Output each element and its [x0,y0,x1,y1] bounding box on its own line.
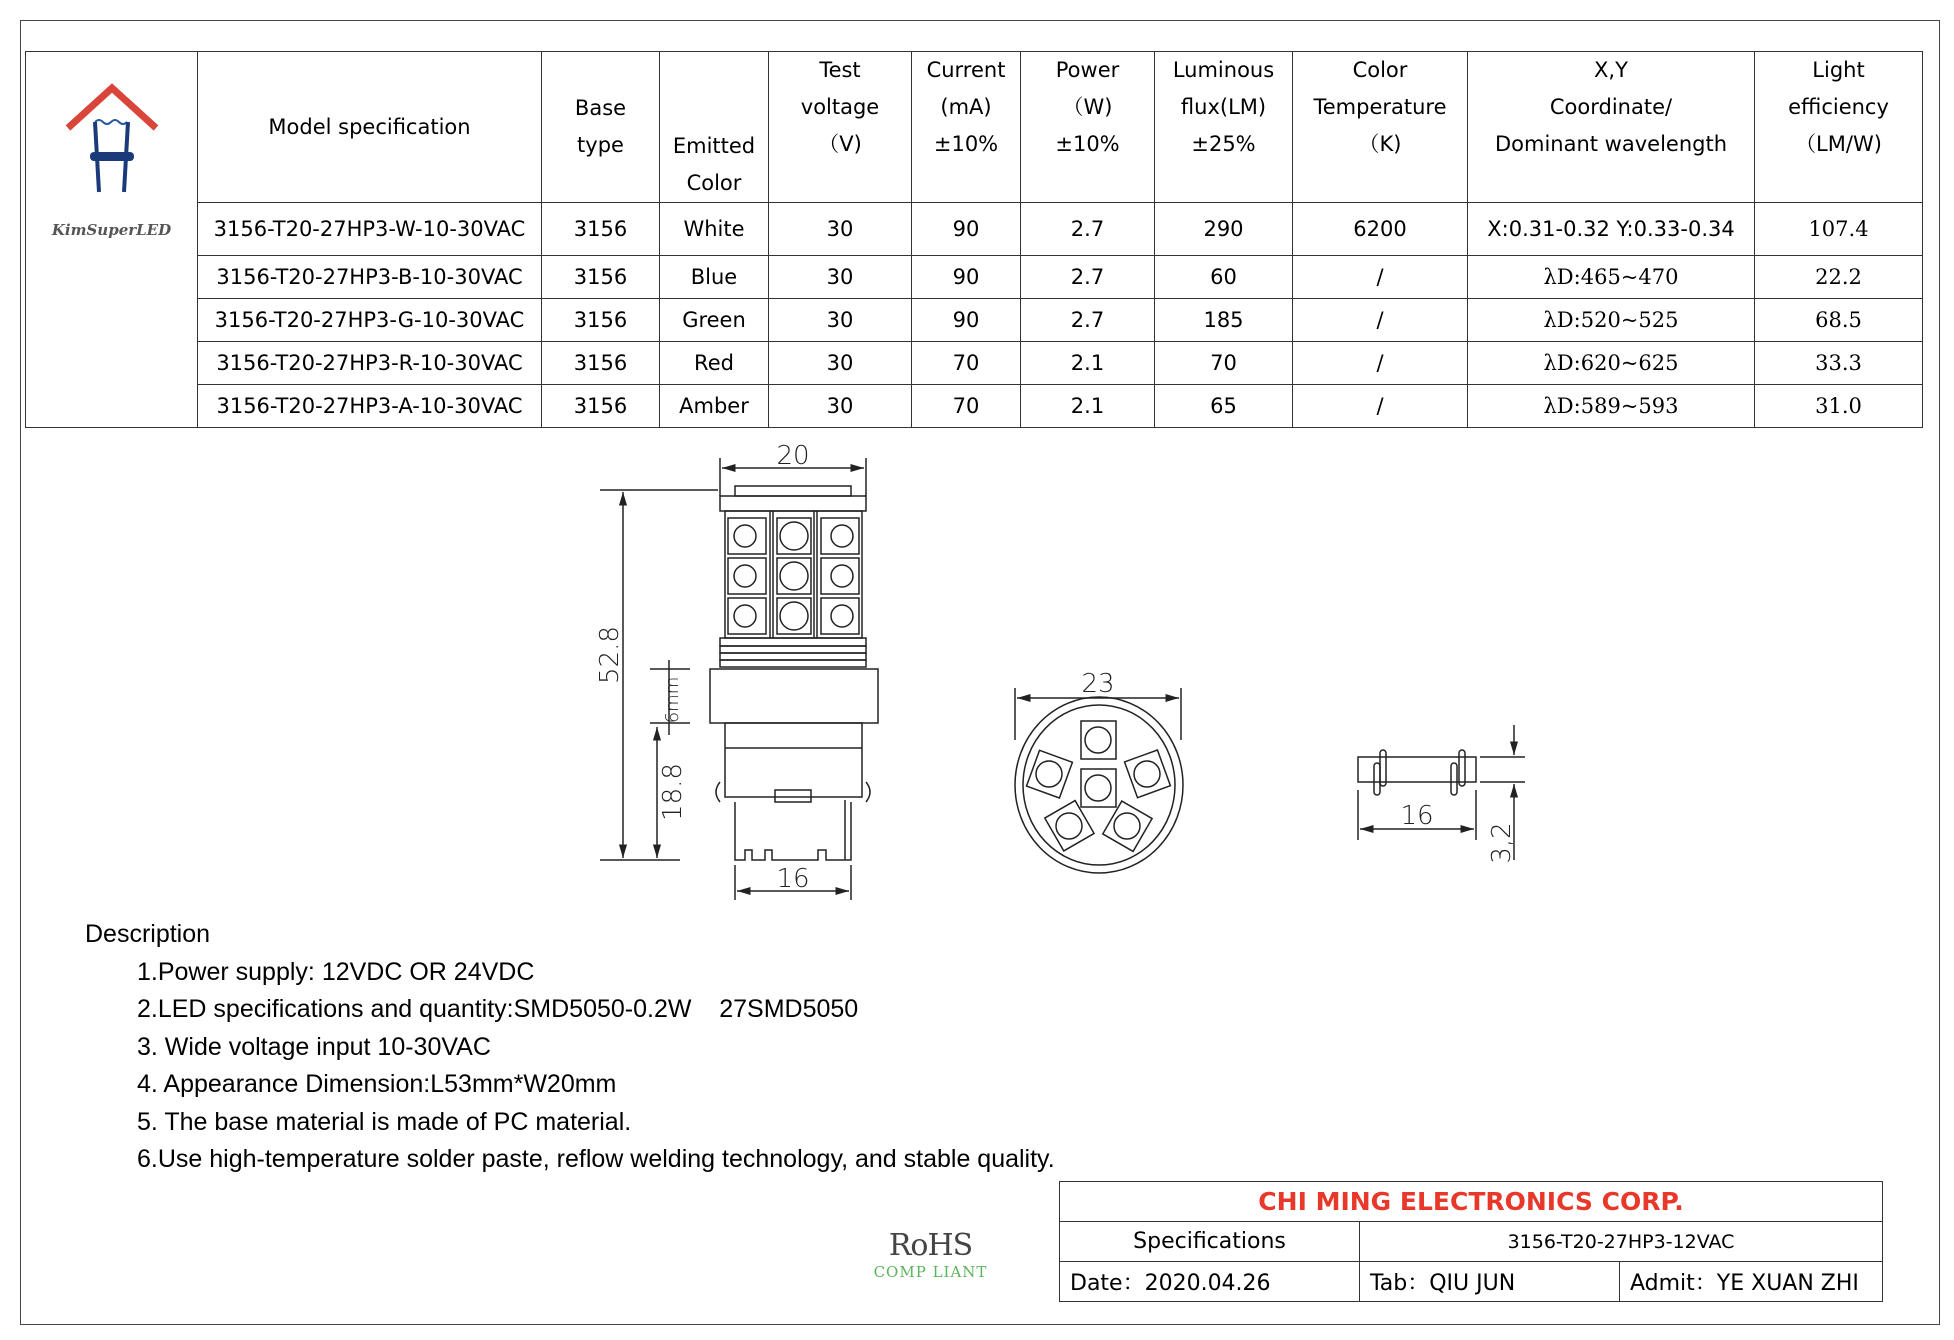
cell-color: White [660,203,769,256]
rohs-mark: RoHS [888,1228,973,1263]
cell-color: Green [660,299,769,342]
collar-dimension-label: 6mm [662,676,683,724]
cell-power: 2.1 [1021,342,1155,385]
header-emitted-color: Emitted Color [660,52,769,203]
cell-wavelength: λD:465~470 [1468,256,1755,299]
side-view-drawing [595,441,878,900]
cell-current: 70 [912,342,1021,385]
description-item: 3. Wide voltage input 10-30VAC [137,1032,491,1061]
cell-power: 2.7 [1021,299,1155,342]
description-section [85,916,1055,1179]
cell-current: 90 [912,203,1021,256]
cell-power: 2.7 [1021,256,1155,299]
cell-voltage: 30 [769,299,912,342]
cell-flux: 290 [1155,203,1293,256]
cell-flux: 60 [1155,256,1293,299]
cell-model: 3156-T20-27HP3-A-10-30VAC [198,385,542,428]
header-color-temperature: Color Temperature （K) [1293,52,1468,203]
cell-power: 2.1 [1021,385,1155,428]
cell-base: 3156 [542,256,660,299]
led-chips-icon [728,518,859,634]
base-width-dimension-label: 16 [776,864,810,894]
admit-field: Admit：YE XUAN ZHI [1620,1262,1883,1302]
cell-model: 3156-T20-27HP3-R-10-30VAC [198,342,542,385]
length-dimension-label: 52.8 [595,626,625,684]
rohs-compliant-logo [868,1228,993,1281]
header-light-efficiency: Light efficiency （LM/W) [1755,52,1923,203]
cell-temperature: / [1293,299,1468,342]
tab-field: Tab：QIU JUN [1360,1262,1620,1302]
description-item: 1.Power supply: 12VDC OR 24VDC [137,957,535,986]
cell-base: 3156 [542,299,660,342]
cell-current: 90 [912,299,1021,342]
cell-flux: 65 [1155,385,1293,428]
cell-base: 3156 [542,342,660,385]
cell-color: Amber [660,385,769,428]
description-item: 2.LED specifications and quantity:SMD5050-0.2W 27SMD5050 [137,995,859,1023]
cell-base: 3156 [542,203,660,256]
front-view-drawing [1015,669,1183,873]
cell-flux: 70 [1155,342,1293,385]
cell-efficiency: 107.4 [1755,203,1923,256]
cell-current: 70 [912,385,1021,428]
header-model: Model specification [198,52,542,203]
cell-model: 3156-T20-27HP3-B-10-30VAC [198,256,542,299]
cell-efficiency: 68.5 [1755,299,1923,342]
cell-efficiency: 33.3 [1755,342,1923,385]
cell-model: 3156-T20-27HP3-W-10-30VAC [198,203,542,256]
terminal-width-dimension-label: 16 [1400,801,1434,831]
cell-efficiency: 31.0 [1755,385,1923,428]
header-xy-coordinate: X,Y Coordinate/ Dominant wavelength [1468,52,1755,203]
cell-flux: 185 [1155,299,1293,342]
led-chips-icon [1027,721,1171,851]
date-field: Date：2020.04.26 [1060,1262,1360,1302]
cell-model: 3156-T20-27HP3-G-10-30VAC [198,299,542,342]
cell-wavelength: λD:520~525 [1468,299,1755,342]
logo-text: KimSuperLED [51,221,172,239]
terminal-view-drawing [1358,725,1525,864]
header-base-type: Base type [542,52,660,203]
cell-efficiency: 22.2 [1755,256,1923,299]
description-item: 4. Appearance Dimension:L53mm*W20mm [137,1070,617,1098]
base-height-dimension-label: 18.8 [658,763,688,821]
cell-wavelength: λD:589~593 [1468,385,1755,428]
cell-voltage: 30 [769,342,912,385]
spec-label: Specifications [1060,1222,1360,1262]
company-name: CHI MING ELECTRONICS CORP. [1060,1182,1883,1222]
header-luminous-flux: Luminous flux(LM) ±25% [1155,52,1293,203]
description-item: 5. The base material is made of PC material. [137,1107,632,1136]
cell-coordinate: X:0.31-0.32 Y:0.33-0.34 [1468,203,1755,256]
description-item: 6.Use high-temperature solder paste, reflow welding technology, and stable quality. [137,1145,1055,1173]
thickness-dimension-label: 3,2 [1487,822,1517,864]
header-power: Power （W) ±10% [1021,52,1155,203]
cell-voltage: 30 [769,385,912,428]
cell-color: Blue [660,256,769,299]
cell-temperature: 6200 [1293,203,1468,256]
spec-value: 3156-T20-27HP3-12VAC [1360,1222,1883,1262]
cell-base: 3156 [542,385,660,428]
cell-temperature: / [1293,342,1468,385]
diameter-dimension-label: 23 [1081,669,1115,699]
description-title: Description [85,920,211,948]
header-test-voltage: Test voltage （V) [769,52,912,203]
cell-wavelength: λD:620~625 [1468,342,1755,385]
cell-temperature: / [1293,385,1468,428]
cell-temperature: / [1293,256,1468,299]
cell-current: 90 [912,256,1021,299]
rohs-subtext: COMP LIANT [873,1263,988,1281]
cell-voltage: 30 [769,256,912,299]
cell-power: 2.7 [1021,203,1155,256]
cell-voltage: 30 [769,203,912,256]
header-current: Current (mA) ±10% [912,52,1021,203]
width-dimension-label: 20 [776,441,810,471]
title-block [1059,1181,1883,1302]
cell-color: Red [660,342,769,385]
